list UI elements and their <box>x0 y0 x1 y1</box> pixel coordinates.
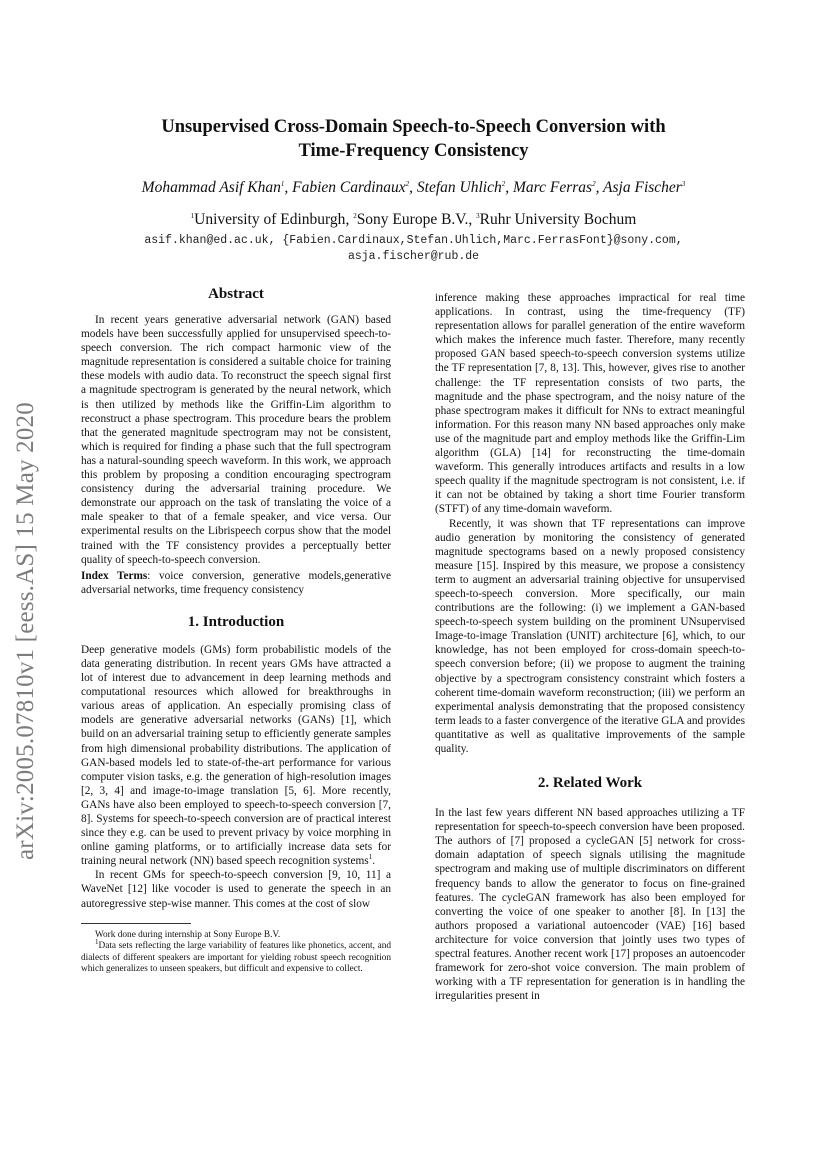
related-work-paragraph-1: In the last few years different NN based approaches utilizing a TF representation for speech-to-speech conversion have been proposed. The authors of [7] proposed a cycleGAN [5] network for cross-domain adaptation of speech signals utilising the magnitude spectrogram and making use of multiple discriminators on different frequency bands to allow the generator to focus on fine-grained features. The cycleGAN framework has also been employed for converting the voice of one speaker to another [8]. In [13] the authors proposed a variational autoencoder (VAE) [16] based architecture for voice conversion that jointly uses two types of spectral features. Another recent work [17] proposes an autoencoder framework for zero-shot voice conversion. The main problem of working with a TF representation for generation is in handling the irregularities present in <box>435 807 745 1003</box>
intro-paragraph-1 <box>81 643 391 869</box>
index-terms-text: : voice conversion, generative models,generative adversarial networks, time frequency consistency <box>81 569 391 596</box>
affiliation: Ruhr University Bochum <box>479 211 637 228</box>
paper-title <box>100 115 727 163</box>
author-emails <box>80 233 747 265</box>
arxiv-identifier-stamp[interactable]: arXiv:2005.07810v1 [eess.AS] 15 May 2020 <box>12 402 39 860</box>
author-name: Mohammad Asif Khan <box>141 179 281 196</box>
index-terms <box>81 569 391 597</box>
author-list: Mohammad Asif Khan$^1$, Fabien Cardinaux$^2$, Stefan Uhlich$^2$, Marc Ferras$^2$, Asja Fischer$^3$ <box>141 179 686 196</box>
abstract-heading: Abstract <box>208 286 264 302</box>
footnote-ref[interactable]: 1 <box>368 853 373 862</box>
intro-heading: 1. Introduction <box>187 613 285 630</box>
intro-paragraph-2: In recent GMs for speech-to-speech conversion [9, 10, 11] a WaveNet [12] like vocoder is used to generate the speech in an autoregressive step-wise manner. This comes at the cost of slow <box>81 869 391 910</box>
left-column <box>81 285 391 976</box>
footnote-1 <box>81 938 391 976</box>
affiliations: $^1$University of Edinburgh, $^2$Sony Europe B.V., $^3$Ruhr University Bochum <box>190 211 637 228</box>
intro-p1-end: . <box>372 855 376 868</box>
author-name: Stefan Uhlich <box>416 179 502 196</box>
affil-mark: 2 <box>353 211 357 220</box>
footnote-mark: 1 <box>95 938 99 947</box>
title-line-1: Unsupervised Cross-Domain Speech-to-Speech Conversion with <box>161 117 666 137</box>
intro-paragraph-3: Recently, it was shown that TF representations can improve audio generation by monitoring the consistency of generated magnitude spectograms based on a newly proposed consistency measure [15]. Inspired by this measure, we propose a consistency term to augment an adversarial training objective for unsupervised speech-to-speech conversion. More specifically, our main contributions are the following: (i) we implement a GAN-based speech-to-speech system building on the prominent UNsupervised Image-to-image Translation (UNIT) architecture [6], which, to our knowledge, has not been employed for cross-domain speech-to-speech conversion before; (ii) we propose to augment the training objective by a spectrogram consistency constraint which fosters a coherent time-domain waveform reconstruction; (iii) we perform an experimental analysis demonstrating that the proposed consistency term leads to a faster convergence of the iterative GLA and provides quantitative as well as qualitative improvements of the sample quality. <box>435 517 745 755</box>
affil-mark: 1 <box>190 211 195 220</box>
author-name: Fabien Cardinaux <box>292 179 406 196</box>
author-affil-mark: 2 <box>501 179 506 188</box>
author-affil-mark: 2 <box>592 179 596 188</box>
right-column <box>435 291 745 1003</box>
related-work-heading: 2. Related Work <box>537 775 643 792</box>
affiliation: University of Edinburgh <box>194 211 346 228</box>
intro-p1-text: Deep generative models (GMs) form probabilistic models of the data generating distribution. In recent years GMs have attracted a lot of interest due to advancement in deep learning methods and computational resources which allowed for breakthroughs in various areas of application. An especially promising class of models are generative adversarial networks (GANs) [1], which build on an adversarial training setup to efficiently generate samples from high dimensional probability distributions. The application of GAN-based models led to state-of-the-art performance for various computer vision tasks, e.g. the generation of high-resolution images [2, 3, 4] and image-to-image translation [5, 6]. More recently, GANs have also been employed to speech-to-speech conversion [7, 8]. Systems for speech-to-speech conversion are of practical interest since they e.g. can be used to prevent privacy by voice morphing in online gaming platforms, or to artificially increase data sets for training neural network (NN) based speech recognition systems <box>81 643 391 868</box>
footnote-internship: Work done during internship at Sony Europe B.V. <box>95 929 281 940</box>
author-affil-mark: 2 <box>405 179 410 188</box>
email-line-2[interactable]: asja.fischer@rub.de <box>347 250 480 263</box>
author-name: Asja Fischer <box>603 179 682 196</box>
title-line-2: Time-Frequency Consistency <box>298 141 529 161</box>
index-terms-label: Index Terms <box>81 569 148 582</box>
affil-mark: 3 <box>476 211 480 220</box>
affiliation: Sony Europe B.V. <box>356 211 469 228</box>
abstract-text: In recent years generative adversarial network (GAN) based models have been successfully applied for unsupervised speech-to-speech conversion. The rich compact harmonic view of the magnitude representation is considered a suitable choice for training these models with audio data. To reconstruct the speech signal first a magnitude spectrogram is generated by the neural network, which is then utilized by methods like the Griffin-Lim algorithm to reconstruct a phase spectrogram. This procedure bears the problem that the generated magnitude spectrogram may not be consistent, which is required for finding a phase such that the full spectrogram has a natural-sounding speech waveform. In this work, we approach this problem by proposing a condition encouraging spectrogram consistency during the adversarial training procedure. We demonstrate our approach on the task of translating the voice of a male speaker to that of a female speaker, and vice versa. Our experimental results on the Librispeech corpus show that the model trained with the TF consistency provides a perceptually better quality of speech-to-speech conversion. <box>81 314 391 566</box>
author-affil-mark: 3 <box>681 179 686 188</box>
email-line-1[interactable]: asif.khan@ed.ac.uk, {Fabien.Cardinaux,Stefan.Uhlich,Marc.FerrasFont}@sony.com, <box>144 234 683 247</box>
author-name: Marc Ferras <box>512 179 593 196</box>
author-affil-mark: 1 <box>280 179 285 188</box>
footnote-1-text: Data sets reflecting the large variability of features like phonetics, accent, and dialects of different speakers are important for yielding robust speech recognition which generalizes to unseen speakers, but difficult and expensive to collect. <box>81 941 391 975</box>
footnote-rule <box>81 923 191 924</box>
intro-paragraph-2-continued: inference making these approaches impractical for real time applications. In contrast, using the time-frequency (TF) representation allows for parallel generation of the entire waveform which makes the inference much faster. Therefore, many recently proposed GAN based speech-to-speech conversion systems utilize the TF representation [7, 8, 13]. This, however, gives rise to another challenge: the TF representation consists of two parts, the magnitude and the phase spectrogram, and the noisy nature of the phase spectrogram makes it difficult for NNs to extract meaningful information. For this reason many NN based approaches only make use of the magnitude part and employ methods like the Griffin-Lim algorithm (GLA) [14] for reconstructing the time-domain waveform. This generally introduces artifacts and results in a low speech quality if the magnitude spectrogram is not consistent, i.e. if it can not be obtained by taking a short time Fourier transform (STFT) of any time-domain waveform. <box>435 292 745 516</box>
footnotes <box>81 923 391 976</box>
